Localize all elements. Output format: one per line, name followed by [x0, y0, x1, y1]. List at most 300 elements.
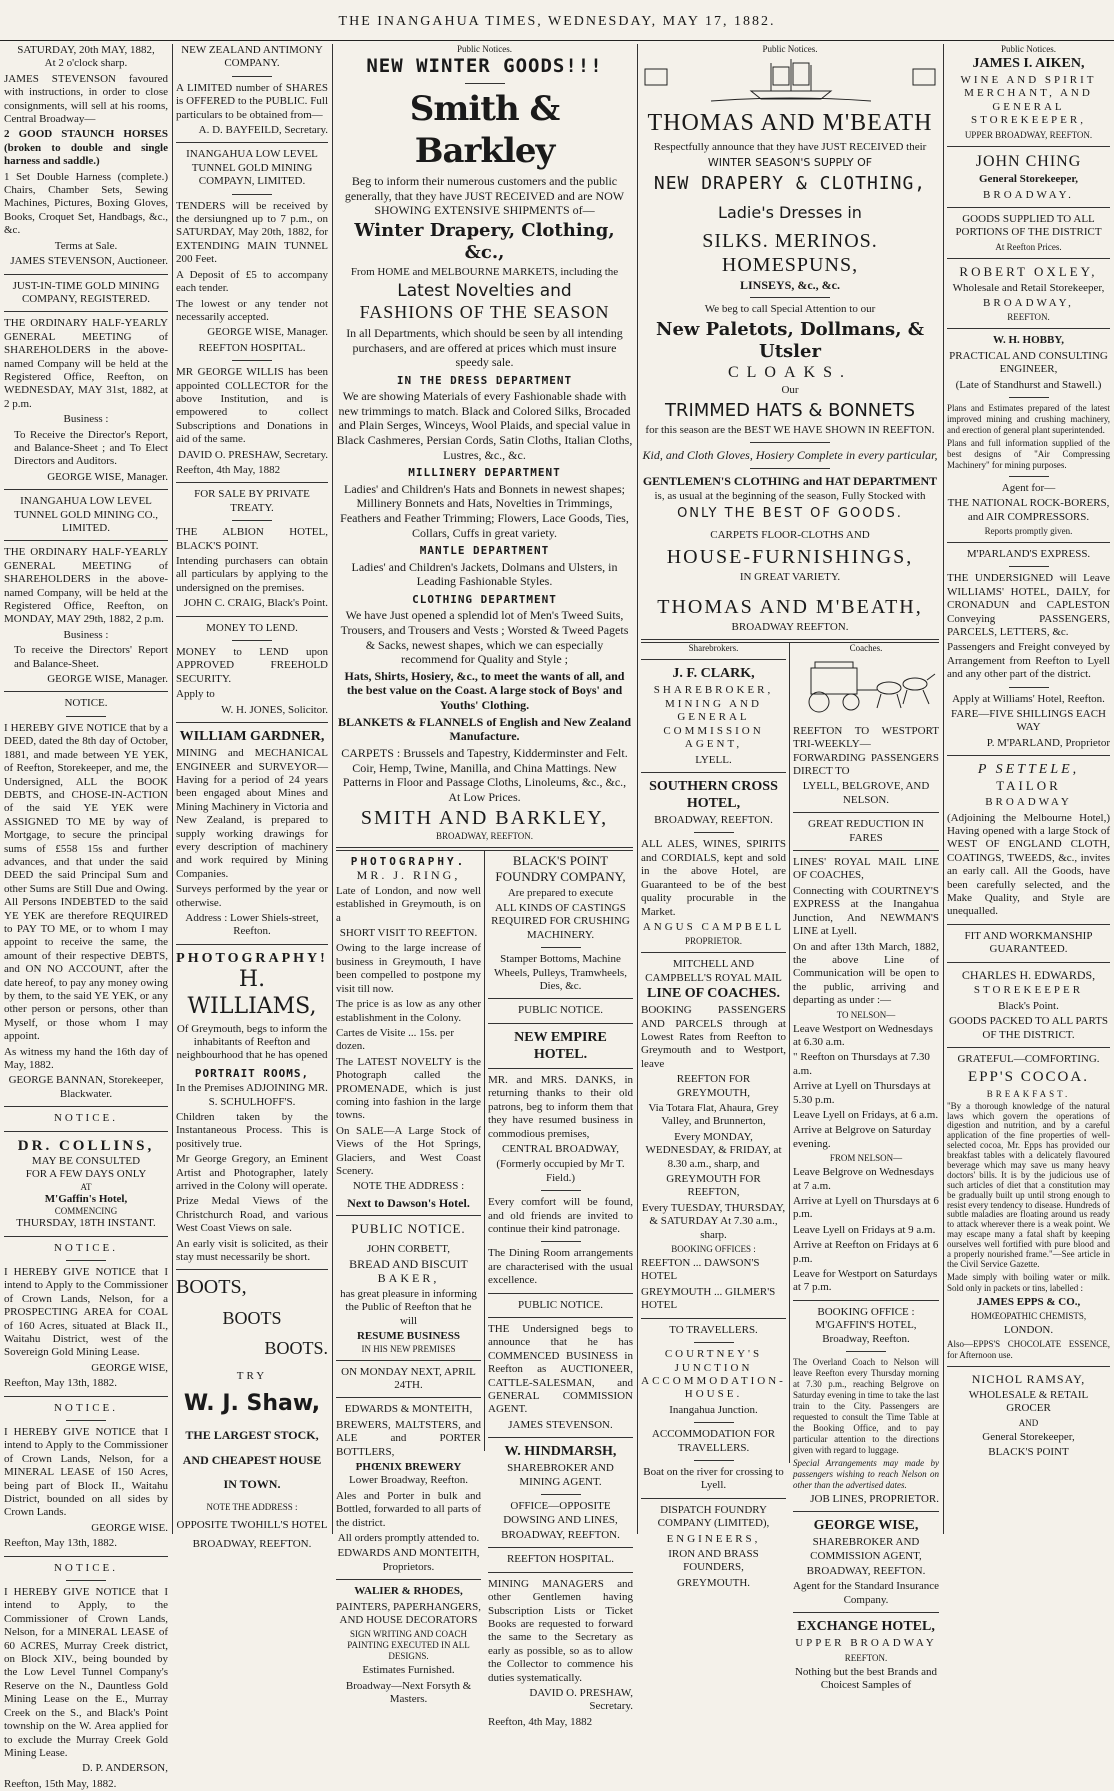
notice3-title: NOTICE. — [53, 1241, 119, 1254]
boots-line-1: BOOTS, — [176, 1276, 247, 1299]
divider — [488, 998, 633, 999]
wh-office: OFFICE—OPPOSITE DOWSING AND LINES, — [503, 1500, 618, 1526]
booking: BOOKING OFFICE : M'GAFFIN'S HOTEL, Broadway, Reefton. — [815, 1305, 917, 1345]
col3-lower — [336, 851, 633, 1728]
ne-dining: The Dining Room arrangements are characterised with the usual excellence. — [488, 1247, 633, 1287]
divider — [541, 1190, 581, 1191]
column-divider — [172, 44, 173, 1534]
divider — [641, 659, 786, 660]
divider — [947, 924, 1110, 925]
divider — [641, 952, 786, 953]
dr-line1: MAY BE CONSULTED — [31, 1154, 141, 1167]
shaw-opposite: OPPOSITE TWOHILL'S HOTEL — [176, 1518, 328, 1531]
wh-addr: BROADWAY, REEFTON. — [501, 1528, 620, 1541]
divider — [793, 1612, 939, 1613]
ilt-body: THE ORDINARY HALF-YEARLY GENERAL MEETING of SHAREHOLDERS in the above-named Company, will be held at the Registered Office, Reefton, on MONDAY, MAY 29th, 1882, 2 p.m. — [4, 546, 168, 626]
nr-title: NICHOL RAMSAY, — [971, 1372, 1086, 1387]
settele-title: P SETTELE, — [977, 762, 1080, 778]
divider — [1009, 687, 1049, 688]
variety: IN GREAT VARIETY. — [739, 571, 841, 584]
divider — [641, 772, 786, 773]
brand-title: Smith & Barkley — [409, 89, 560, 171]
epps-grat: GRATEFUL—COMFORTING. — [957, 1052, 1100, 1065]
hw-rooms: PORTRAIT ROOMS, — [194, 1066, 310, 1080]
mill-body: Ladies' and Children's Hats and Bonnets in newest shapes; Millinery Bonnets and Hats, Novelties in Trimmings, Feathers and Feather Trimming; Flowers, Lace Goods, Ties, Collars, Cuffs in great variety. — [340, 481, 629, 540]
column-divider — [637, 44, 638, 1534]
ce-body: STOREKEEPER — [973, 984, 1084, 997]
divider — [4, 691, 168, 692]
column-divider — [789, 643, 790, 1463]
footer-brand: SMITH AND BARKLEY, — [360, 807, 609, 830]
hobby-plans: Plans and Estimates prepared of the latest improved mining and crushing machinery, and erection of general plant superintended. — [947, 403, 1110, 435]
divider — [488, 1023, 633, 1024]
divider — [793, 850, 939, 851]
cj-title: COURTNEY'S JUNCTION ACCOMMODATION-HOUSE. — [641, 1348, 786, 1401]
col4-right-sub — [793, 643, 940, 1691]
divider — [66, 716, 106, 717]
intro: Beg to inform their numerous customers and the public generally, that they have JUST RECEIVED and are NOW SHOWING EXTENSIVE SHIPMENTS of— — [344, 174, 625, 218]
epps-title: EPP'S COCOA. — [968, 1069, 1089, 1086]
js-body: THE Undersigned begs to announce that he has COMMENCED BUSINESS in Reefton as AUCTIONEER, CATTLE-SALESMAN, and GENERAL COMMISSION AGENT. — [488, 1323, 633, 1416]
dr-line2: FOR A FEW DAYS ONLY — [25, 1168, 147, 1181]
public-notices-label: Public Notices. — [762, 44, 818, 54]
jit-business: Business : — [63, 413, 109, 426]
epps-also: Also—EPPS'S CHOCOLATE ESSENCE, for Afternoon use. — [947, 1339, 1110, 1361]
dr-hotel: M'Gaffin's Hotel, — [44, 1192, 128, 1205]
fit: FIT AND WORKMANSHIP GUARANTEED. — [964, 929, 1093, 956]
divider — [4, 540, 168, 541]
notice1-body: I HEREBY GIVE NOTICE that by a DEED, dated the 8th day of October, 1881, and made between YE YEK, of Reefton, Storekeeper, and me, the Undersigned, ALL the BOOK DEBTS, and CHOSE-IN-ACTION of the said YE YEK were ASSIGNED TO ME by way of Mortgage, to secure the principal sums of £558 15s and further advances, and that under the said DEED the said Principal Sum and other Sums are Still Due and Owing. All Persons INDEBTED to the said YE YEK are therefore REQUIRED to PAY TO ME, or to whom I may appoint to receive the same, the amount of their respective DEBTS, and ON NO ACCOUNT, after the date hereof, to pay any money owing by them, to the said YE YEK, or any other person or persons, other than Myself, or those whom I may appoint. — [4, 721, 168, 1043]
divider — [336, 1397, 481, 1398]
pn-head: PUBLIC NOTICE. — [351, 1221, 466, 1237]
cj-accom: ACCOMMODATION FOR TRAVELLERS. — [651, 1428, 776, 1454]
ilt2-body: TENDERS will be received by the dersiungned up to 7 p.m., on SATURDAY, May 20th, 1882, for EXTENDING MAIN TUNNEL 200 Feet. — [176, 199, 328, 266]
divider — [176, 482, 328, 483]
bread: BREAD AND BISCUIT — [349, 1256, 468, 1271]
divider — [694, 1422, 734, 1423]
hobby-body: PRACTICAL AND CONSULTING ENGINEER, — [949, 349, 1108, 376]
linseys: LINSEYS, &c., &c. — [739, 277, 840, 292]
hw-early: An early visit is solicited, as their stay must necessarily be short. — [176, 1237, 328, 1264]
divider — [694, 1342, 734, 1343]
bp-title: BLACK'S POINT FOUNDRY COMPANY, — [495, 852, 626, 884]
column-1 — [4, 44, 168, 1790]
special-arr: Special Arrangements may made by passengers wishing to reach Nelson on other than the advertised dates. — [793, 1457, 939, 1490]
co-label: Coaches. — [849, 643, 883, 654]
epps-co: JAMES EPPS & CO., — [976, 1295, 1081, 1308]
cloth-body: We have Just opened a splendid lot of Men's Tweed Suits, Trousers, and Trousers and Vests ; Worsted & Tweed Pagets & Sacks, newest shapes, which we can especially recommend for Quality and Style ; — [340, 608, 629, 667]
ring-owing: Owing to the large increase of business in Greymouth, I have been compelled to postpone my visit till now. — [336, 942, 481, 995]
hobby-info: Plans and full information supplied of the best designs of "Air Compressing Machinery" for mining purposes. — [947, 437, 1110, 470]
notice4-body: I HEREBY GIVE NOTICE that I intend to Apply to the Commissioner of Crown Lands, Nelson, for a MINERAL LEASE of 150 Acres, being part of Block II., Waitahu District, bounded on all sides by Crown Lands. — [4, 1425, 168, 1519]
oxley-town: REEFTON. — [1007, 312, 1050, 323]
mp-body: THE UNDERSIGNED will Leave WILLIAMS' HOTEL, DAILY, for CRONADUN and CAPLESTON Conveying PASSENGERS, PARCELS, LETTERS, &c. — [947, 572, 1110, 639]
shaw-town: IN TOWN. — [223, 1477, 281, 1492]
silks: SILKS. MERINOS. HOMESPUNS, — [702, 229, 878, 277]
aiken-body: WINE AND SPIRIT MERCHANT, AND GENERAL STOREKEEPER, — [960, 74, 1097, 127]
hosp-sign: DAVID O. PRESHAW, Secretary. — [178, 448, 328, 461]
divider — [4, 1556, 168, 1557]
hw-body: Of Greymouth, begs to inform the inhabitants of Reefton and neighbourhood that he has opened — [176, 1022, 328, 1062]
divider — [947, 542, 1110, 543]
new-drapery: NEW DRAPERY & CLOTHING, — [653, 173, 927, 195]
ring-novelty: The LATEST NOVELTY is the Photograph called the PROMENADE, which is just coming into fashion in the large towns. — [336, 1055, 481, 1122]
notice5-date: Reefton, 15th May, 1882. — [4, 1777, 117, 1790]
divider — [176, 142, 328, 143]
wh-title: W. HINDMARSH, — [504, 1444, 617, 1460]
mc-title: MITCHELL AND CAMPBELL'S ROYAL MAIL — [645, 958, 782, 984]
nz-sign: A. D. BAYFEILD, Secretary. — [198, 124, 328, 137]
ac-sign: ANGUS CAMPBELL — [642, 920, 785, 933]
nz-title: NEW ZEALAND ANTIMONY COMPANY. — [181, 44, 323, 70]
mp-sign: P. M'PARLAND, Proprietor — [986, 736, 1110, 749]
divider — [4, 274, 168, 275]
money-apply: Apply to — [176, 688, 215, 701]
divider — [66, 1580, 106, 1581]
special: We beg to call Special Attention to our — [704, 303, 876, 316]
divider — [947, 258, 1110, 259]
ex-title: EXCHANGE HOTEL, — [797, 1619, 935, 1635]
divider — [750, 468, 830, 469]
em-body: BREWERS, MALTSTERS, and ALE and PORTER BOTTLERS, — [336, 1418, 481, 1458]
oxley-addr: BROADWAY, — [983, 297, 1074, 310]
hats-body: Hats, Shirts, Hosiery, &c., to meet the wants of all, and the best value on the Coast. A large stock of Boys' and Youths' Clothing. — [344, 668, 625, 713]
divider — [488, 1068, 633, 1069]
divider — [4, 1396, 168, 1397]
premises: IN HIS NEW PREMISES — [361, 1343, 456, 1354]
column-divider — [484, 851, 485, 1451]
try-label: TRY — [236, 1369, 268, 1382]
ne-central: CENTRAL BROADWAY, — [502, 1142, 619, 1155]
blankets: BLANKETS & FLANNELS of English and New Zealand Manufacture. — [337, 714, 632, 744]
season: for this season are the BEST WE HAVE SHOWN IN REEFTON. — [645, 423, 935, 436]
settele-body: (Adjoining the Melbourne Hotel,) Having opened with a large Stock of WEST OF ENGLAND CLOTH, COATINGS, TWEEDS, &c., invites an early call. All the Goods, have been carefully selected, and the Make Quality, and Style are unequalled. — [947, 811, 1110, 918]
gw-body: SHAREBROKER AND COMMISSION AGENT, — [810, 1536, 922, 1562]
mc-reefton: REEFTON ... DAWSON'S HOTEL — [641, 1257, 760, 1283]
lr-time-4: Leave Lyell on Fridays, at 6 a.m. — [793, 1108, 939, 1121]
lr-time-1: Leave Westport on Wednesdays at 6.30 a.m. — [793, 1022, 933, 1048]
sale-title: FOR SALE BY PRIVATE TREATY. — [194, 488, 310, 514]
divider — [488, 1547, 633, 1548]
notice3-sign: GEORGE WISE, — [91, 1361, 168, 1374]
auction-body: JAMES STEVENSON favoured with instructions, in order to close consignments, will sell at his rooms, Central Broadway— — [4, 72, 168, 126]
rh-date: Reefton, 4th May, 1882 — [488, 1715, 593, 1728]
mc-grey-for: GREYMOUTH FOR REEFTON, — [666, 1173, 761, 1199]
ring-sale: On SALE—A Large Stock of Views of the Hot Springs, Glaciers, and West Coast Scenery. — [336, 1124, 481, 1177]
divider — [947, 207, 1110, 208]
divider — [232, 76, 272, 77]
ilt-business-body: To receive the Directors' Report and Balance-Sheet. — [14, 644, 168, 670]
tm-title: THOMAS AND M'BEATH — [647, 110, 933, 137]
divider — [465, 83, 505, 84]
divider — [66, 1260, 106, 1261]
overland: The Overland Coach to Nelson will leave Reefton every Thursday morning at 7.30 p.m., reaching Belgrove on Saturday evening in time to take the last train to the City. Passengers are requested to consult the Time Table at the Booking Office, and to pay particular attention to the directions given with regard to luggage. — [793, 1357, 939, 1455]
house: HOUSE-FURNISHINGS, — [666, 545, 914, 568]
col4-lower — [641, 643, 940, 1691]
bp-stamper: Stamper Bottoms, Machine Wheels, Pulleys, Tramwheels, Dies, &c. — [494, 953, 627, 992]
ring-name: MR. J. RING, — [356, 868, 461, 883]
sb-label: Sharebrokers. — [688, 643, 739, 654]
ce-goods: GOODS PACKED TO ALL PARTS OF THE DISTRICT. — [948, 1015, 1109, 1041]
column-divider — [332, 44, 333, 1534]
divider — [947, 962, 1110, 963]
nr-body: WHOLESALE & RETAIL GROCER — [968, 1389, 1089, 1415]
divider — [793, 812, 939, 813]
divider — [176, 616, 328, 617]
divider — [176, 722, 328, 723]
divider — [694, 832, 734, 833]
notice4-date: Reefton, May 13th, 1882. — [4, 1537, 118, 1550]
divider — [641, 1318, 786, 1319]
mc-via: Via Totara Flat, Ahaura, Grey Valley, and Brunnerton, — [648, 1102, 779, 1128]
tm-footer-addr: BROADWAY REEFTON. — [731, 621, 849, 634]
divider — [793, 1511, 939, 1512]
baker-body: has great pleasure in informing the Public of Reefton that he will — [340, 1287, 477, 1327]
ring-cartes: Cartes de Visite ... 15s. per dozen. — [336, 1026, 454, 1053]
divider — [750, 442, 830, 443]
df-title: DISPATCH FOUNDRY COMPANY (LIMITED), — [657, 1503, 770, 1530]
jl-sign: JOB LINES, PROPRIETOR. — [810, 1492, 939, 1505]
sale-text: Intending purchasers can obtain all particulars by applying to the undersigned on the premises. — [176, 555, 328, 594]
hobby-agent: Agent for— — [1001, 481, 1056, 494]
wg-address: Address : Lower Shiels-street, Reefton. — [185, 912, 319, 938]
jit-title: JUST-IN-TIME GOLD MINING COMPANY, REGISTERED. — [12, 279, 160, 305]
resume: RESUME BUSINESS — [356, 1330, 460, 1343]
tm-intro: Respectfully announce that they have JUST RECEIVED their — [653, 140, 927, 153]
ring-visit: SHORT VISIT TO REEFTON. — [339, 927, 478, 940]
divider — [232, 360, 272, 361]
lr-time-5: Arrive at Belgrove on Saturday evening. — [793, 1124, 932, 1150]
epps-chem: HOMŒOPATHIC CHEMISTS, — [970, 1311, 1087, 1322]
money-title: MONEY TO LEND. — [206, 621, 298, 634]
hw-premises: In the Premises ADJOINING MR. S. SCHULHOFF'S. — [176, 1082, 328, 1108]
ilt2-sign: GEORGE WISE, Manager. — [207, 326, 328, 339]
ilt-business: Business : — [63, 628, 109, 641]
sc-title: SOUTHERN CROSS HOTEL, — [649, 778, 778, 811]
cloth-head: CLOTHING DEPARTMENT — [412, 592, 557, 606]
mp-apply: Apply at Williams' Hotel, Reefton. — [952, 692, 1105, 705]
column-4 — [641, 44, 940, 1691]
divider — [488, 1437, 633, 1438]
hobby-nat: THE NATIONAL ROCK-BORERS, and AIR COMPRESSORS. — [947, 497, 1110, 523]
epps-body: "By a thorough knowledge of the natural laws which govern the operations of digestion and nutrition, and by a careful application of the fine properties of well-selected cocoa, Mr. Epps has provided our breakfast tables with a delicately flavoured beverage which may save us many heavy doctors' bills. It is by the judicious use of such articles of diet that a constitution may be gradually built up until strong enough to resist every tendency to disease. Hundreds of subtle maladies are floating around us ready to attack wherever there is a weak point. We may escape many a fatal shaft by keeping ourselves well fortified with pure blood and a properly nourished frame."—See article in the Civil Service Gazette. — [947, 1100, 1110, 1269]
notice4-title: NOTICE. — [53, 1401, 119, 1414]
sc-body: ALL ALES, WINES, SPIRITS and CORDIALS, kept and sold in the above Hotel, are Guaranteed to be of the best quality procurable in the Market. — [641, 838, 786, 918]
divider — [4, 1106, 168, 1107]
divider — [947, 328, 1110, 329]
divider — [232, 194, 272, 195]
all-depts: In all Departments, which should be seen by all intending purchasers, and are offered at prices which must insure speedy sale. — [346, 325, 623, 370]
rw-places: LYELL, BELGROVE, AND NELSON. — [802, 780, 930, 806]
ilt2-lowest: The lowest or any tender not necessarily accepted. — [176, 297, 328, 323]
gw-title: GEORGE WISE, — [813, 1518, 919, 1534]
ne-body: MR. and MRS. DANKS, in returning thanks to their old patrons, beg to inform them that they have resumed business in commodious premises, — [488, 1073, 633, 1140]
gw-addr: BROADWAY, REEFTON. — [806, 1564, 926, 1577]
ring-note: NOTE THE ADDRESS : — [352, 1180, 465, 1193]
divider — [176, 1269, 328, 1270]
rh-title: REEFTON HOSPITAL. — [506, 1553, 615, 1566]
notice1-witness: As witness my hand the 16th day of May, 1882. — [4, 1045, 168, 1072]
shaw-cheapest: AND CHEAPEST HOUSE — [182, 1452, 322, 1467]
carpets-floor: CARPETS FLOOR-CLOTHS AND — [710, 529, 870, 542]
settele-tailor: TAILOR — [996, 778, 1061, 794]
drapery: Winter Drapery, Clothing, &c., — [354, 219, 615, 263]
ching-supply: GOODS SUPPLIED TO ALL PORTIONS OF THE DISTRICT — [955, 212, 1102, 239]
df-engineers: ENGINEERS, — [666, 1532, 761, 1545]
shaw-largest: THE LARGEST STOCK, — [185, 1428, 319, 1442]
wg-surveys: Surveys performed by the year or otherwise. — [176, 883, 328, 909]
column-3 — [336, 44, 633, 1728]
jit-body: THE ORDINARY HALF-YEARLY GENERAL MEETING of SHAREHOLDERS in the above-named Company will be held at the Registered Office, Reefton, on WEDNESDAY, MAY 31st, 1882, at 2 p.m. — [4, 317, 168, 410]
hobby-reports: Reports promptly given. — [984, 526, 1073, 537]
stagecoach-icon — [793, 654, 939, 718]
walier-body: PAINTERS, PAPERHANGERS, AND HOUSE DECORATORS — [336, 1600, 481, 1627]
ladies: Ladie's Dresses in — [718, 203, 862, 223]
divider — [4, 1236, 168, 1237]
cloaks: CLOAKS. — [727, 363, 852, 381]
rw-great: GREAT REDUCTION IN FARES — [808, 818, 924, 844]
epps-london: LONDON. — [1003, 1324, 1054, 1337]
divider — [232, 640, 272, 641]
dr-at: AT — [80, 1181, 92, 1192]
wg-body: MINING and MECHANICAL ENGINEER and SURVEYOR—Having for a period of 24 years been engaged about Mines and Mining Machinery in Victoria and New Zealand, is prepared to supply working drawings for every description of machinery and work required by Mining Companies. — [176, 747, 328, 880]
hw-name: H. WILLIAMS, — [187, 966, 317, 1019]
lr-time-9: Arrive at Reefton on Fridays at 6 p.m. — [793, 1239, 939, 1265]
auction-sign: JAMES STEVENSON, Auctioneer. — [10, 255, 168, 268]
hw-children: Children taken by the Instantaneous Process. This is positively true. — [176, 1111, 328, 1150]
ring-price: The price is as low as any other establishment in the Colony. — [336, 998, 481, 1024]
df-iron: IRON AND BRASS FOUNDERS, — [668, 1547, 759, 1574]
col3-right-sub — [488, 851, 633, 1728]
divider — [793, 1300, 939, 1301]
boots-line-3: BOOTS. — [264, 1337, 328, 1358]
cj-place: Inangahua Junction. — [669, 1403, 758, 1416]
latest: Latest Novelties and — [397, 281, 572, 302]
ex-addr: REEFTON. — [844, 1652, 888, 1663]
divider — [336, 1360, 481, 1361]
divider — [232, 520, 272, 521]
ring-next: Next to Dawson's Hotel. — [347, 1195, 470, 1210]
hosp-body: MR GEORGE WILLIS has been appointed COLLECTOR for the above Institution, and is empowered to collect Subscriptions and Donations in aid of the same. — [176, 366, 328, 446]
auction-date: SATURDAY, 20th MAY, 1882, — [17, 44, 155, 56]
dr-name: DR. COLLINS, — [17, 1137, 155, 1154]
divider — [1009, 397, 1049, 398]
col3-left-sub — [336, 851, 481, 1706]
mp-fare: FARE—FIVE SHILLINGS EACH WAY — [950, 708, 1107, 734]
auction-time: At 2 o'clock sharp. — [44, 57, 128, 70]
divider — [4, 311, 168, 312]
mc-greymouth: GREYMOUTH ... GILMER'S HOTEL — [641, 1285, 776, 1312]
lr-after: On and after 13th March, 1882, the above Line of Communication will be open to the public, arriving and departing as under :— — [793, 940, 939, 1007]
notice4-sign: GEORGE WISE. — [91, 1521, 168, 1534]
cj-boat: Boat on the river for crossing to Lyell. — [643, 1465, 784, 1492]
rh-body: MINING MANAGERS and other Gentlemen having Subscription Lists or Ticket Books are requested to forward the same to the Secretary as early as possible, so as to allow the Collector to commence his duties systematically. — [488, 1577, 633, 1684]
bp-prepared: Are prepared to execute — [507, 886, 614, 899]
our: Our — [781, 384, 799, 397]
bp-castings: ALL KINDS OF CASTINGS REQUIRED FOR CRUSHING MACHINERY. — [491, 901, 630, 941]
epps-made: Made simply with boiling water or milk. Sold only in packets or tins, labelled : — [947, 1271, 1110, 1293]
sc-addr: BROADWAY, REEFTON. — [654, 814, 773, 827]
money-body: MONEY to LEND upon APPROVED FREEHOLD SECURITY. — [176, 646, 328, 685]
ring-body: Late of London, and now well established in Greymouth, is on a — [336, 884, 481, 924]
ce-addr: Black's Point. — [998, 999, 1059, 1012]
headline: NEW WINTER GOODS!!! — [366, 54, 603, 77]
mc-body: BOOKING PASSENGERS AND PARCELS through at Lowest Rates from Reefton to Greymouth and to Westport, leave — [641, 1004, 786, 1070]
notice1-sign: GEORGE BANNAN, Storekeeper, Blackwater. — [8, 1074, 164, 1100]
mc-every: Every MONDAY, WEDNESDAY, & FRIDAY, at 8.30 a.m., sharp, and — [645, 1130, 782, 1170]
ilt2-title: INANGAHUA LOW LEVEL TUNNEL GOLD MINING COMPAYN, LIMITED. — [186, 148, 318, 188]
photo-title: PHOTOGRAPHY! — [176, 950, 328, 966]
rw-title: REEFTON TO WESTPORT TRI-WEEKLY—FORWARDING PASSENGERS DIRECT TO — [793, 724, 939, 778]
ching-addr: BROADWAY. — [983, 188, 1074, 201]
divider — [66, 1420, 106, 1421]
jit-sign: GEORGE WISE, Manager. — [47, 470, 168, 483]
usual: is, as usual at the beginning of the season, Fully Stocked with — [654, 490, 926, 503]
notice3-body: I HEREBY GIVE NOTICE that I intend to Apply to the Commissioner of Crown Lands, Nelson, for a PROSPECTING AREA for COAL of 160 Acres, situated at Black II., Waitahu District, west of the Sovereign Gold Mining Lease. — [4, 1265, 168, 1359]
bp-notice: PUBLIC NOTICE. — [518, 1004, 603, 1017]
oxley-body: Wholesale and Retail Storekeeper, — [952, 281, 1105, 294]
fashions: FASHIONS OF THE SEASON — [359, 302, 610, 322]
divider — [694, 1460, 734, 1461]
orders: All orders promptly attended to. — [337, 1531, 480, 1544]
auction-terms: Terms at Sale. — [54, 239, 118, 252]
auction-horses: 2 GOOD STAUNCH HORSES (broken to double and single harness and saddle.) — [4, 128, 168, 168]
public-notices-label: Public Notices. — [457, 44, 512, 54]
hw-prize: Prize Medal Views of the Christchurch Road, and various West Coast Views on sale. — [176, 1195, 328, 1235]
epps-break: BREAKFAST. — [986, 1088, 1071, 1099]
oxley-title: ROBERT OXLEY, — [959, 263, 1098, 279]
lr-body: Connecting with COURTNEY'S EXPRESS at the Inangahua Junction, And NEWMAN'S LINE at Lyell. — [793, 884, 939, 938]
col4-left-sub — [641, 643, 786, 1589]
wh-body: SHAREBROKER AND MINING AGENT. — [507, 1462, 614, 1488]
ching-prices: At Reefton Prices. — [995, 241, 1062, 252]
public-notices-label: Public Notices. — [1001, 44, 1056, 54]
gloves: Kid, and Cloth Gloves, Hosiery Complete in every particular, — [642, 447, 938, 462]
mantle-body: Ladies' and Children's Jackets, Dolmans and Ulsters, in Leading Fashionable Styles. — [351, 559, 618, 589]
em-sign: EDWARDS AND MONTEITH, Proprietors. — [337, 1547, 480, 1573]
phoenix: PHŒNIX BREWERY — [355, 1460, 462, 1473]
divider — [541, 1494, 581, 1495]
aiken-title: JAMES I. AIKEN, — [972, 55, 1085, 71]
ching-body: General Storekeeper, — [979, 173, 1078, 186]
dress-head: IN THE DRESS DEPARTMENT — [396, 373, 573, 387]
notice3-date: Reefton, May 13th, 1882. — [4, 1377, 118, 1390]
divider — [4, 1131, 168, 1132]
ne-title: NEW EMPIRE HOTEL. — [514, 1029, 607, 1062]
nr-addr: BLACK'S POINT — [988, 1446, 1069, 1459]
hobby-title: W. H. HOBBY, — [992, 334, 1065, 347]
ex-body: Nothing but the best Brands and Choicest Samples of — [794, 1665, 938, 1691]
clark-addr: LYELL. — [695, 753, 732, 766]
nr-store: General Storekeeper, — [982, 1430, 1075, 1443]
shaw-note: NOTE THE ADDRESS : — [206, 1501, 298, 1512]
estimates: Estimates Furnished. — [362, 1664, 455, 1677]
mc-offices: BOOKING OFFICES : — [671, 1244, 756, 1255]
rh-sign: DAVID O. PRESHAW, Secretary. — [529, 1687, 633, 1713]
lr-time-3: Arrive at Lyell on Thursdays at 5.30 p.m. — [793, 1080, 931, 1106]
dr-commencing: COMMENCING — [54, 1206, 118, 1217]
sale-sign: JOHN C. CRAIG, Black's Point. — [183, 597, 328, 610]
divider — [4, 489, 168, 490]
divider — [488, 1572, 633, 1573]
column-2 — [176, 44, 328, 1551]
nz-body: A LIMITED number of SHARES is OFFERED to the PUBLIC. Full particulars to be obtained from— — [176, 81, 328, 121]
from-nelson: FROM NELSON— — [829, 1153, 903, 1164]
hosp-date: Reefton, 4th May, 1882 — [176, 463, 281, 476]
mp-title: M'PARLAND'S EXPRESS. — [966, 548, 1091, 561]
masthead: THE INANGAHUA TIMES, WEDNESDAY, MAY 17, 1882. — [338, 14, 776, 29]
divider — [336, 1579, 481, 1580]
